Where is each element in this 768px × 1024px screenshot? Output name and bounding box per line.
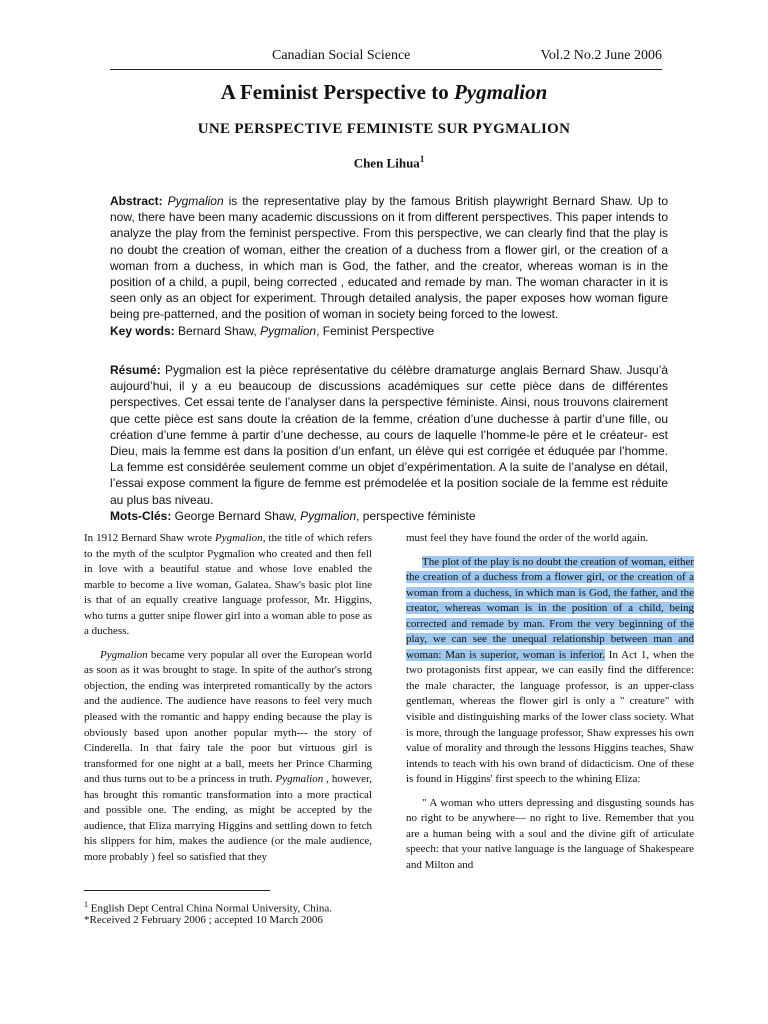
resume-label: Résumé: <box>110 363 161 377</box>
italic-run: Pygmalion <box>215 532 263 544</box>
body-paragraph <box>84 648 372 866</box>
footnote-received: *Received 2 February 2006 ; accepted 10 March 2006 <box>84 914 323 926</box>
abstract-text <box>110 193 668 323</box>
quotation-paragraph: " A woman who utters depressing and disgusting sounds has no right to be anywhere— no right to live. Remember that you are a human being with a soul and the divine gift of articulate speech: that your native language is the language of Shakespeare and Milton and <box>406 796 694 871</box>
resume-text <box>110 362 668 508</box>
resume-body: Pygmalion est la pièce représentative du célèbre dramaturge anglais Bernard Shaw. Jusqu’à aujourd’hui, il y a eu beaucoup de discussions académiques sur cette pièce dans de différentes perspectives. Cet essai tente de l’analyser dans la perspective féministe. Ainsi, nous trouvons clairement que cette pièce est sans doute la création de la femme, création d’une duchesse à partir d’une fille, ou création d’une femme à partir d’une dechesse, au cours de laquelle l’homme-le père et le créateur- est Dieu, mais la femme est dans la position d’un enfant, un élève qui est corrigée et éduquée par l’homme. La femme est considérée seulement comme un objet d’expérimentation. A la suite de l’analyse en détail, l’essai expose comment la figure de femme est prémodelée et la position sociale de la femme est réduite au plus bas niveau. <box>110 363 668 507</box>
volume-info: Vol.2 No.2 June 2006 <box>540 48 662 63</box>
italic-run: Pygmalion <box>100 648 148 661</box>
text-run: In 1912 Bernard Shaw wrote <box>84 532 216 544</box>
right-column <box>406 531 694 873</box>
mots-cles-label: Mots-Clés: <box>110 508 172 523</box>
highlighted-selection[interactable]: The plot of the play is no doubt the creation of woman, either the creation of a duchess from a flower girl, or the creation of a woman from a duchess, in which man is God, the father, and the creator, whereas woman is in the position of a child, being corrected and remade by man. From the very beginning of the play, we can see the unequal relationship between man and woman: Man is superior, woman is inferior. <box>406 555 694 661</box>
abstract-block <box>110 193 668 339</box>
abstract-italic: Pygmalion <box>167 194 224 208</box>
paper-title <box>0 80 768 105</box>
left-column <box>84 531 372 865</box>
author-footnote-mark: 1 <box>419 154 425 164</box>
body-paragraph: must feel they have found the order of the world again. <box>406 532 649 544</box>
resume-keywords <box>110 508 668 524</box>
abstract-body: is the representative play by the famous British playwright Bernard Shaw. Up to now, there have been many academic discussions on it from different perspectives. This paper intends to analyze the play from the feminist perspective. From this perspective, we can clearly find that the play is no doubt the creation of woman, either the creation of a duchess from a flower girl, or the creation of a woman from a duchess, in which man is God, the father, and the creator, whereas woman is in the position of a child, a pupil, being corrected , educated and remade by man. The woman character in it is seen only as an object for experiment. Through detailed analysis, the paper exposes how woman figure being pre-patterned, and the position of woman in society being forced to the lowest. <box>110 194 668 322</box>
header-rule <box>110 69 662 70</box>
italic-run: Pygmalion <box>275 773 324 786</box>
body-paragraph <box>84 531 372 640</box>
title-main: A Feminist Perspective to <box>220 80 454 104</box>
text-run: , however, has brought this romantic transformation into a more practical and possible one. The ending, as might be accepted by the audience, that Eliza marrying Higgins and settling down to fetch his slippers for him, makes the audience (or the male audience, more probably ) feel so satisfied that they <box>84 773 372 863</box>
mots-cles-part: George Bernard Shaw, <box>171 508 301 523</box>
footnote-rule <box>84 890 270 891</box>
abstract-label: Abstract: <box>110 194 163 208</box>
title-italic: Pygmalion <box>453 80 548 104</box>
mots-cles-part: , perspective féministe <box>356 508 476 523</box>
journal-name: Canadian Social Science <box>272 48 411 63</box>
resume-block <box>110 362 668 524</box>
keywords-part: Bernard Shaw, <box>174 323 261 338</box>
author <box>0 154 768 171</box>
text-run: became very popular all over the European world as soon as it was brought to stage. In spite of the author's strong objection, the ending was interpreted romantically by the actors and the audience. The audience have reasons to feel very much pleased with the romantic and happy ending because the play is obviously based upon another popular myth--- the story of Cinderella. In that fairy tale the poor but virtuous girl is transformed for one night at a ball, meets her Prince Charming and thus turns out to be a princess in truth. <box>84 648 372 786</box>
footnote-text: English Dept Central China Normal University, China. <box>88 902 332 915</box>
text-run: , the title of which refers to the myth of the sculptor Pygmalion who created and then fell in love with a beautiful statue and whose love enabled the marble to become a live woman, Galatea. Shaw's basic plot line is that of an equally creative language professor, Mr. Higgins, who turns a gutter snipe flower girl into a woman able to pose as a duchess. <box>84 532 372 638</box>
keywords-label: Key words: <box>110 323 175 338</box>
keywords-part: , Feminist Perspective <box>316 323 435 338</box>
body-paragraph <box>406 555 694 788</box>
author-name: Chen Lihua <box>353 155 420 171</box>
text-run: In Act 1, when the two protagonists first appear, we can easily find the difference: the male character, the language professor, is an upper-class gentleman, whereas the flower girl is only a " creature" with visible and distinguishing marks of the lower class society. What is more, through the language professor, Shaw expresses his own value of morality and through the lessons Higgins teaches, Shaw intends to teach with his own brand of didacticism. One of these is found in Higgins' first speech to the whining Eliza: <box>406 648 695 786</box>
paper-subtitle: UNE PERSPECTIVE FEMINISTE SUR PYGMALION <box>197 121 571 137</box>
footnote-mark: 1 <box>84 900 88 909</box>
keywords-italic: Pygmalion <box>260 323 317 338</box>
abstract-keywords <box>110 323 668 339</box>
mots-cles-italic: Pygmalion <box>300 508 357 523</box>
